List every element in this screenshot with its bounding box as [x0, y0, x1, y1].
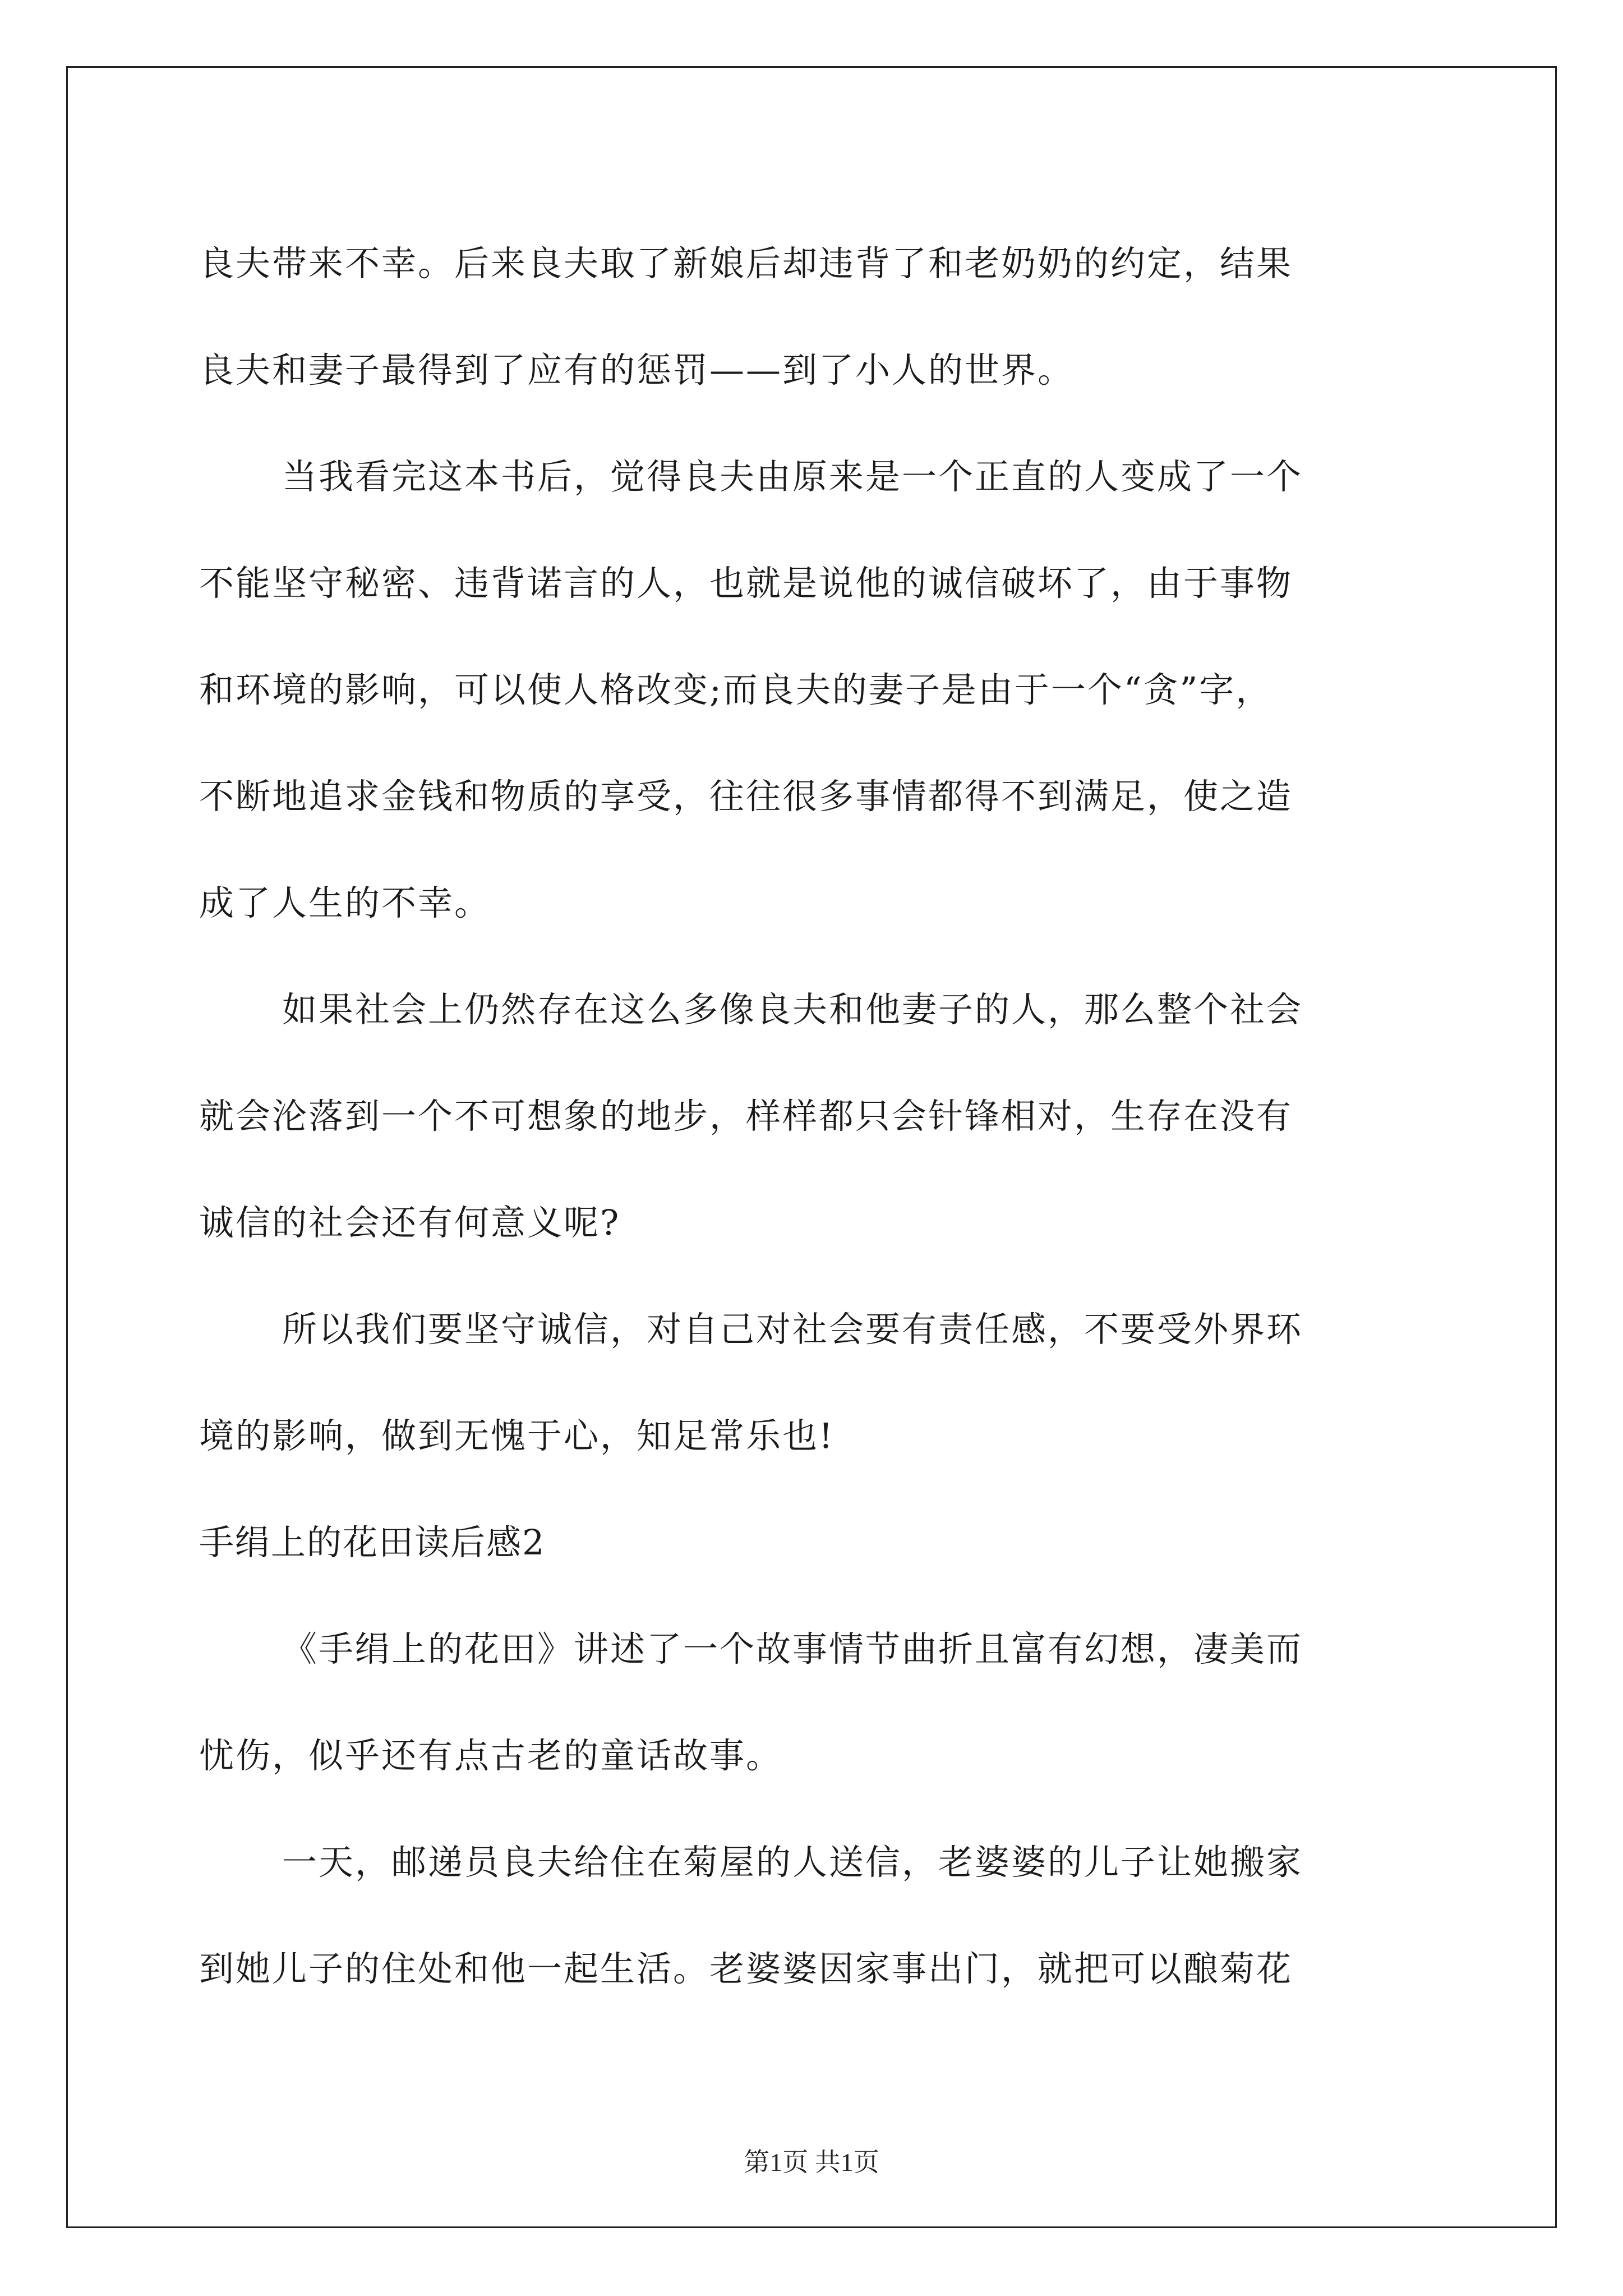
text-line: 成了人生的不幸。 — [199, 882, 491, 923]
text-line: 良夫和妻子最得到了应有的惩罚——到了小人的世界。 — [199, 349, 1075, 390]
document-body — [199, 210, 1427, 2022]
paragraph-start: 当我看完这本书后，觉得良夫由原来是一个正直的人变成了一个 — [282, 456, 1303, 497]
section-heading: 手绢上的花田读后感2 — [199, 1522, 546, 1563]
text-line: 诚信的社会还有何意义呢? — [199, 1202, 621, 1243]
text-line: 忧伤，似乎还有点古老的童话故事。 — [199, 1735, 783, 1776]
text-line: 不能坚守秘密、违背诺言的人，也就是说他的诚信破坏了，由于事物 — [199, 563, 1293, 604]
paragraph-start: 一天，邮递员良夫给住在菊屋的人送信，老婆婆的儿子让她搬家 — [282, 1842, 1303, 1883]
text-line: 就会沦落到一个不可想象的地步，样样都只会针锋相对，生存在没有 — [199, 1096, 1293, 1137]
text-line: 境的影响，做到无愧于心，知足常乐也! — [199, 1415, 834, 1456]
paragraph-start: 《手绢上的花田》讲述了一个故事情节曲折且富有幻想，凄美而 — [282, 1628, 1303, 1669]
paragraph-start: 所以我们要坚守诚信，对自己对社会要有责任感，不要受外界环 — [282, 1309, 1303, 1350]
text-line: 良夫带来不幸。后来良夫取了新娘后却违背了和老奶奶的约定，结果 — [199, 243, 1293, 284]
page-footer: 第1页 共1页 — [744, 2148, 879, 2177]
text-line: 到她儿子的住处和他一起生活。老婆婆因家事出门，就把可以酿菊花 — [199, 1948, 1293, 1989]
text-line: 和环境的影响，可以使人格改变;而良夫的妻子是由于一个“贪”字， — [199, 669, 1272, 710]
text-line: 不断地追求金钱和物质的享受，往往很多事情都得不到满足，使之造 — [199, 776, 1293, 817]
paragraph-start: 如果社会上仍然存在这么多像良夫和他妻子的人，那么整个社会 — [282, 989, 1303, 1030]
